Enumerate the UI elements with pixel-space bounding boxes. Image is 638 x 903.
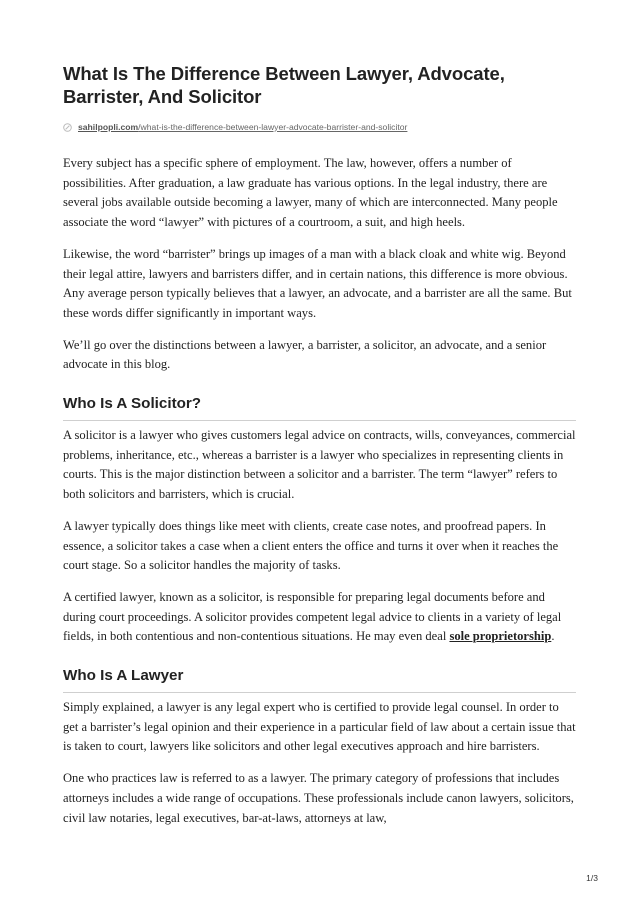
document-page — [63, 62, 576, 840]
section-heading-lawyer: Who Is A Lawyer — [63, 666, 576, 693]
source-url[interactable] — [63, 121, 576, 133]
solicitor-paragraph-3-suffix: . — [551, 629, 555, 644]
article-title: What Is The Difference Between Lawyer, Advocate, Barrister, And Solicitor — [63, 63, 505, 107]
solicitor-paragraph-3-text: A certified lawyer, known as a solicitor, is responsible for preparing legal documents before and during court proceedings. A solicitor provides competent legal advice to clients in a variety of legal fields, in both contentious and non-contentious situations. He may even deal — [63, 589, 562, 644]
solicitor-paragraph-2: A lawyer typically does things like meet with clients, create case notes, and proofread papers. In essence, a solicitor takes a case when a client enters the office and turns it over when it reaches the court stage. So a solicitor handles the majority of tasks. — [63, 518, 559, 573]
link-icon — [63, 123, 72, 132]
intro-paragraph-1: Every subject has a specific sphere of employment. The law, however, offers a number of possibilities. After graduation, a law graduate has various options. In the legal industry, there are several jobs available outside becoming a lawyer, many of which are interconnected. Many people associate the word “lawyer” with pictures of a courtroom, a suit, and high heels. — [63, 156, 558, 230]
lawyer-paragraph-2: One who practices law is referred to as a lawyer. The primary category of professions that includes attorneys includes a wide range of occupations. These professionals include canon lawyers, solicitors, civil law notaries, legal executives, bar-at-laws, attorneys at law, — [63, 771, 574, 825]
intro-paragraph-3: We’ll go over the distinctions between a lawyer, a barrister, a solicitor, an advocate, and a senior advocate in this blog. — [63, 337, 547, 372]
sole-proprietorship-link[interactable]: sole proprietorship — [449, 629, 552, 644]
page-number: 1/3 — [586, 873, 598, 883]
source-path[interactable]: /what-is-the-difference-between-lawyer-advocate-barrister-and-solicitor — [138, 122, 408, 132]
section-heading-solicitor: Who Is A Solicitor? — [63, 394, 576, 421]
solicitor-paragraph-1: A solicitor is a lawyer who gives customers legal advice on contracts, wills, conveyances, commercial problems, inheritance, etc., whereas a barrister is a lawyer who specializes in representing clients in courts. This is the major distinction between a solicitor and a barrister. The term “lawyer” refers to both solicitors and barristers, which is crucial. — [63, 428, 576, 502]
solicitor-paragraph-3 — [63, 588, 576, 647]
intro-paragraph-2: Likewise, the word “barrister” brings up images of a man with a black cloak and white wig. Beyond their legal attire, lawyers and barristers differ, and in certain nations, this difference is more obvious. Any average person typically believes that a lawyer, an advocate, and a barrister are all the same. But these words differ significantly in important ways. — [63, 246, 572, 320]
article-body — [63, 154, 576, 828]
lawyer-paragraph-1: Simply explained, a lawyer is any legal expert who is certified to provide legal counsel. In order to get a barrister’s legal opinion and their experience in a particular field of law about a certain issue that is taken to court, lawyers like solicitors and other legal executives approach and hire barristers. — [63, 700, 576, 754]
source-domain[interactable]: sahilpopli.com — [78, 122, 139, 132]
